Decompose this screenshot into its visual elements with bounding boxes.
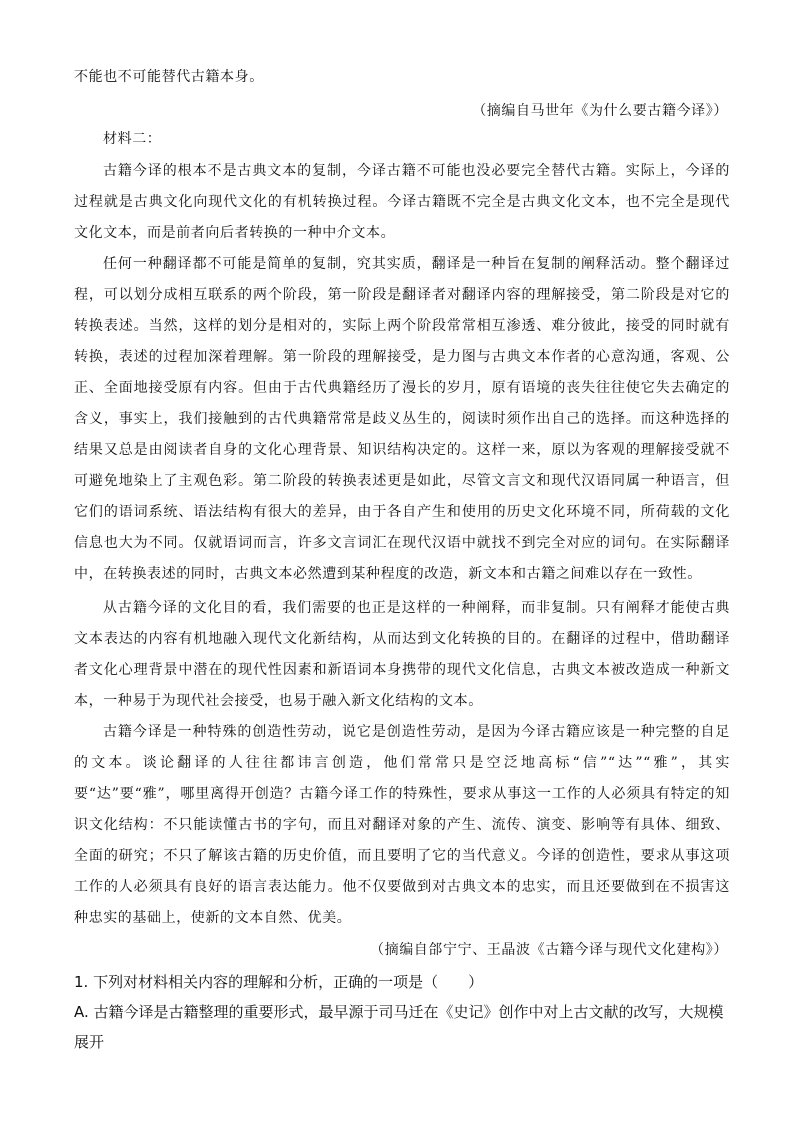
paragraph-1: 古籍今译的根本不是古典文本的复制，今译古籍不可能也没必要完全替代古籍。实际上，今译的过程就是古典文化向现代文化的有机转换过程。今译古籍既不完全是古典文化文本，也不完全是现代文化文本，而是前者向后者转换的一种中介文本。 [74, 163, 730, 241]
paragraph-3: 从古籍今译的文化目的看，我们需要的也正是这样的一种阐释，而非复制。只有阐释才能使古典文本表达的内容有机地融入现代文化新结构，从而达到文化转换的目的。在翻译的过程中，借助翻译者文化心理背景中潜在的现代性因素和新语词本身携带的现代文化信息，古典文本被改造成一种新文本，一种易于为现代社会接受，也易于融入新文化结构的文本。 [74, 600, 730, 709]
option-a: A. 古籍今译是古籍整理的重要形式，最早源于司马迁在《史记》创作中对上古文献的改写，大规模展开 [74, 1003, 724, 1051]
continuation-text: 不能也不可能替代古籍本身。 [74, 69, 264, 85]
source-citation-1: （摘编自马世年《为什么要古籍今译》） [472, 103, 728, 119]
paragraph-2: 任何一种翻译都不可能是简单的复制，究其实质，翻译是一种旨在复制的阐释活动。整个翻译过程，可以划分成相互联系的两个阶段，第一阶段是翻译者对翻译内容的理解接受，第二阶段是对它的转换表述。当然，这样的划分是相对的，实际上两个阶段常常相互渗透、难分彼此，接受的同时就有转换，表述的过程加深着理解。第一阶段的理解接受，是力图与古典文本作者的心意沟通，客观、公正、全面地接受原有内容。但由于古代典籍经历了漫长的岁月，原有语境的丧失往往使它失去确定的含义，事实上，我们接触到的古代典籍常常是歧义丛生的，阅读时须作出自己的选择。而这种选择的结果又总是由阅读者自身的文化心理背景、知识结构决定的。这样一来，原以为客观的理解接受就不可避免地染上了主观色彩。第二阶段的转换表述更是如此，尽管文言文和现代汉语同属一种语言，但它们的语词系统、语法结构有很大的差异，由于各自产生和使用的历史文化环境不同，所荷载的文化信息也大为不同。仅就语词而言，许多文言词汇在现代汉语中就找不到完全对应的词句。在实际翻译中，在转换表述的同时，古典文本必然遭到某种程度的改造，新文本和古籍之间难以存在一致性。 [74, 256, 730, 582]
question-1: 1. 下列对材料相关内容的理解和分析，正确的一项是（ ） [74, 973, 484, 991]
source-citation-2: （摘编自郃宁宁、王晶波《古籍今译与现代文化建构》） [370, 942, 728, 958]
material-2-label: 材料二： [103, 131, 162, 147]
paragraph-4: 古籍今译是一种特殊的创造性劳动，说它是创造性劳动，是因为今译古籍应该是一种完整的自足的文本。谈论翻译的人往往都讳言创造，他们常常只是空泛地高标“信”“达”“雅”，其实要“达”要“雅”，哪里离得开创造？古籍今译工作的特殊性，要求从事这一工作的人必须具有特定的知识文化结构：不只能读懂古书的字句，而且对翻译对象的产生、流传、演变、影响等有具体、细致、全面的研究；不只了解该古籍的历史价值，而且要明了它的当代意义。今译的创造性，要求从事这项工作的人必须具有良好的语言表达能力。他不仅要做到对古典文本的忠实，而且还要做到在不损害这种忠实的基础上，使新的文本自然、优美。 [74, 724, 730, 926]
